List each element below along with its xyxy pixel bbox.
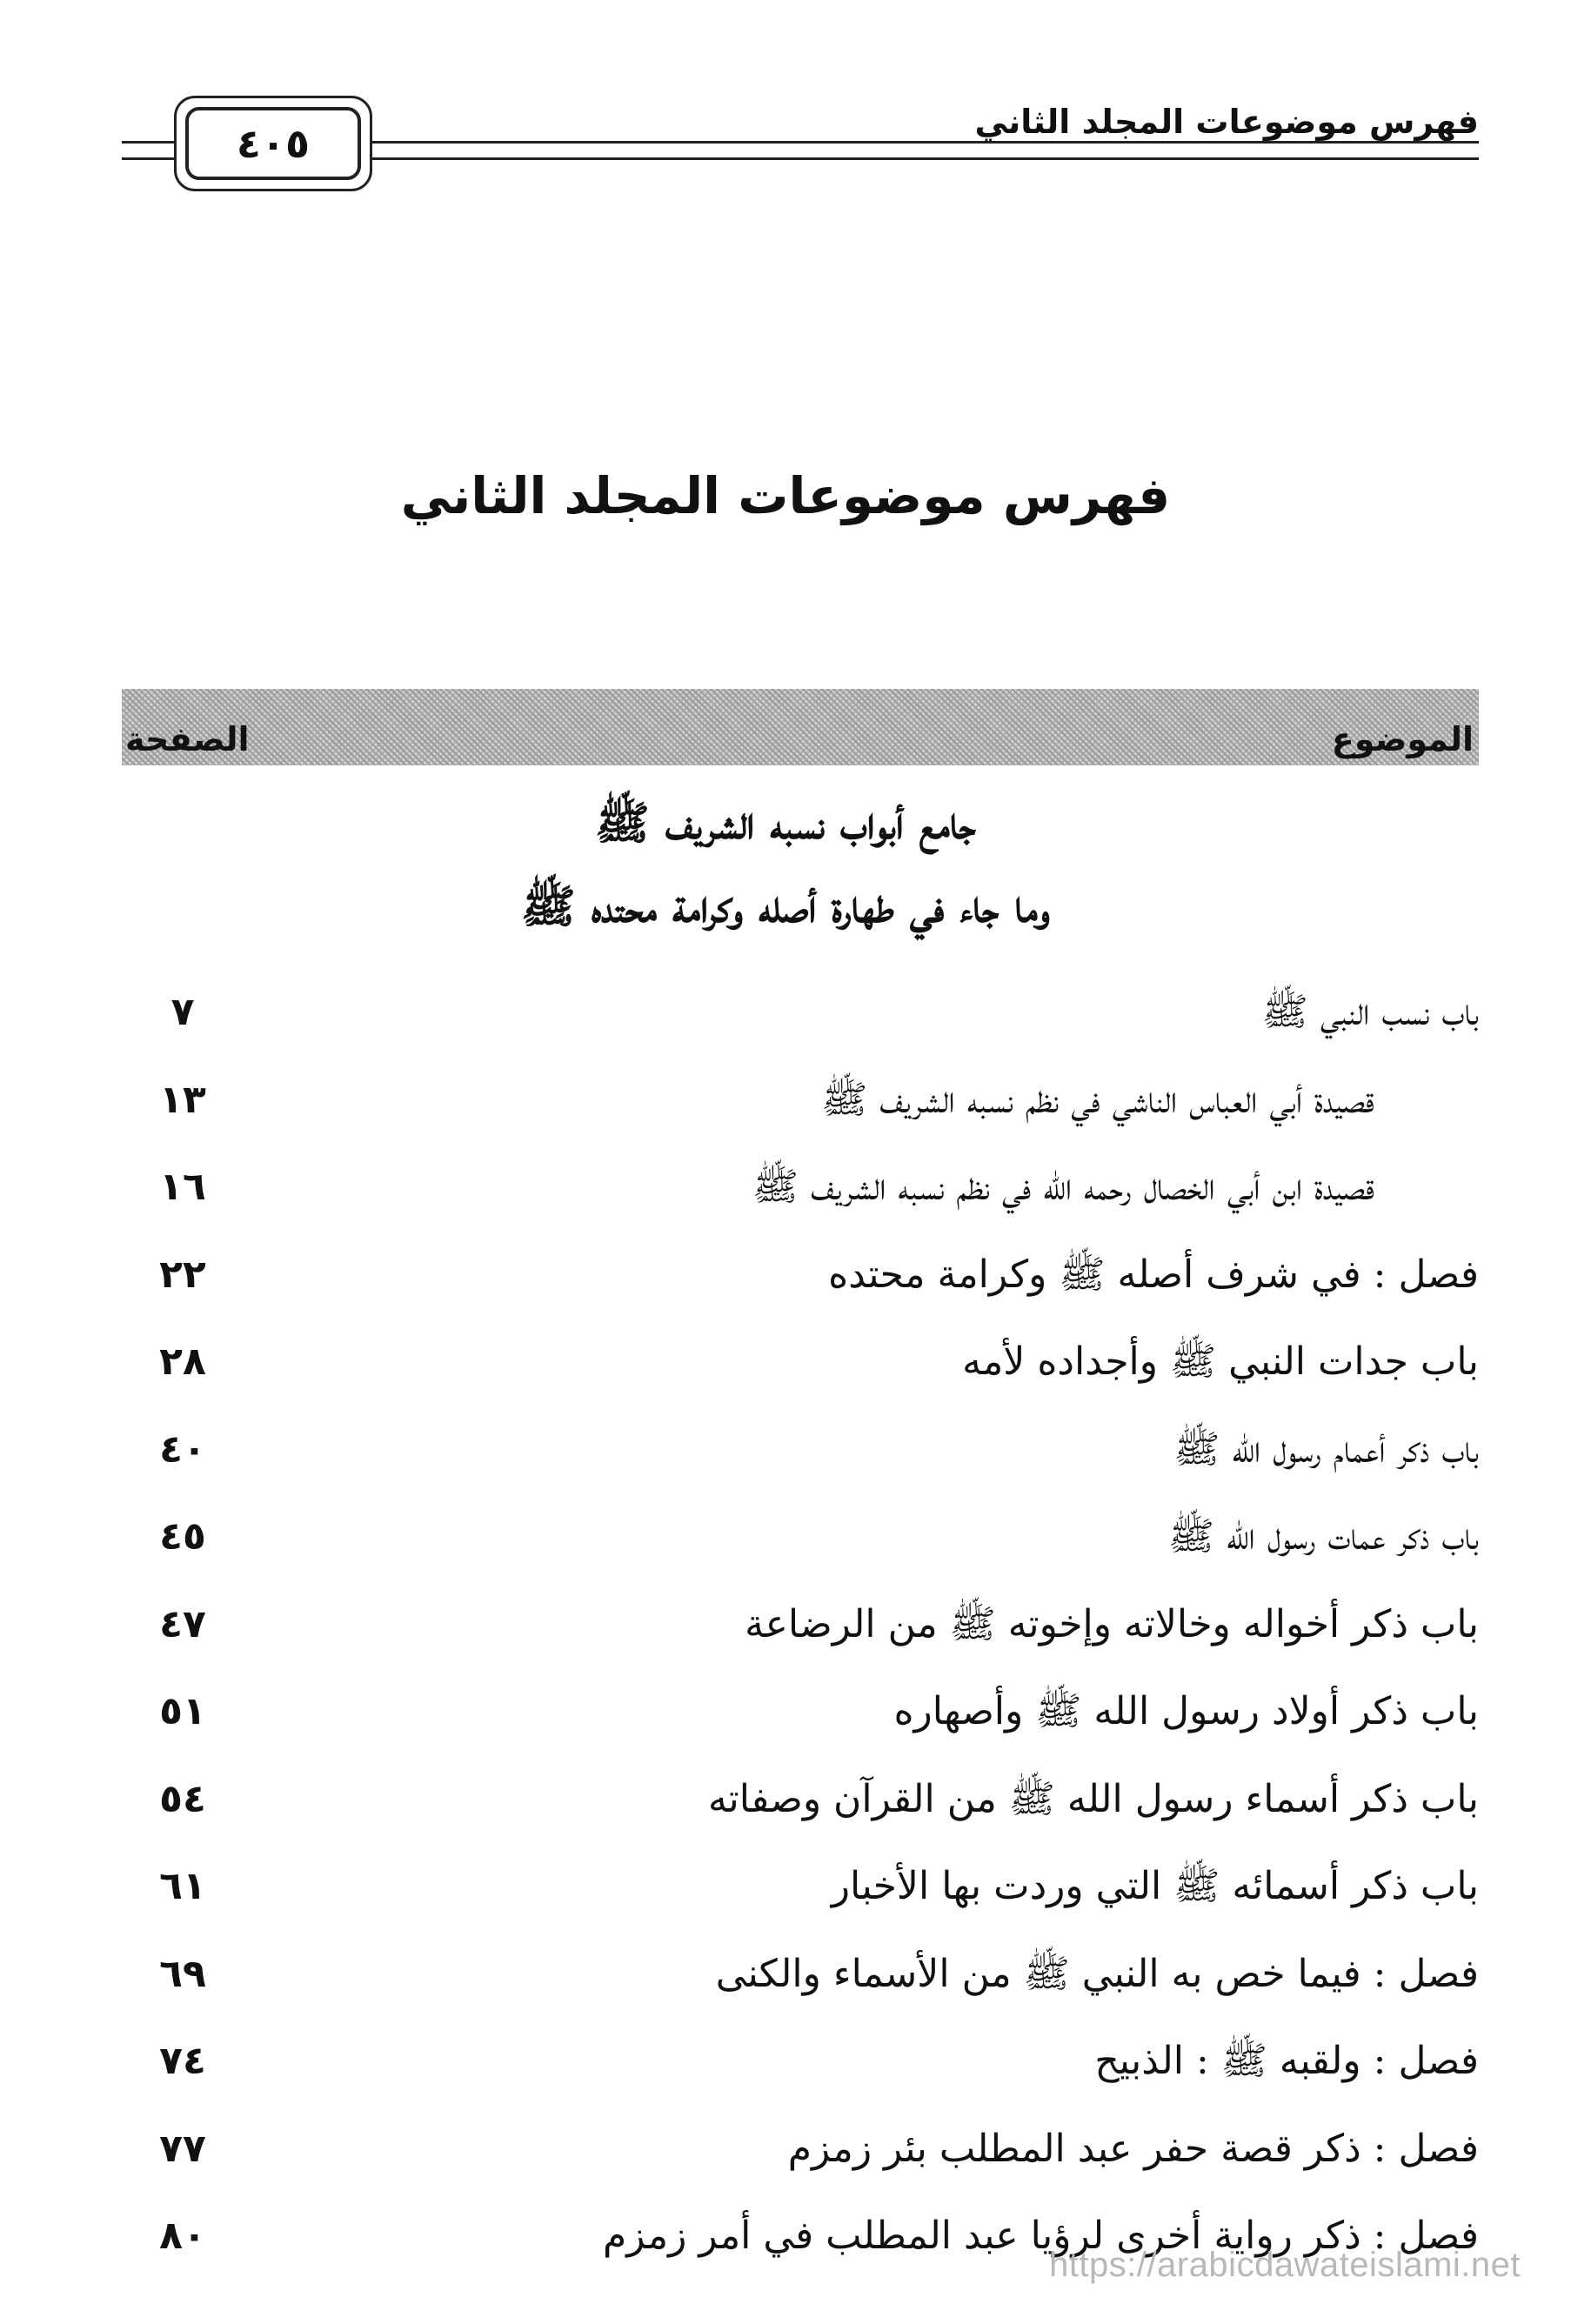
toc-entry-page: ٨٠: [159, 2214, 206, 2258]
toc-entry-page: ٦١: [159, 1864, 206, 1908]
toc-entry-title: فصل : ولقبه ﷺ : الذبيح: [1094, 2039, 1479, 2083]
page-number-frame: [174, 96, 372, 191]
toc-entry: [122, 1943, 1479, 2031]
toc-entry-page: ٦٩: [159, 1951, 206, 1996]
toc-entry: [122, 981, 1479, 1069]
toc-entry-title: باب ذكر أخواله وخالاته وإخوته ﷺ من الرضاعة: [745, 1601, 1479, 1646]
toc-entry-title: باب ذكر أسمائه ﷺ التي وردت بها الأخبار: [831, 1864, 1479, 1908]
toc-entry-page: ٥١: [159, 1689, 206, 1733]
toc-entry: [122, 1506, 1479, 1593]
toc-entry: [122, 1768, 1479, 1856]
page-number: ٤٠٥: [185, 107, 361, 180]
column-header-bar: [122, 689, 1479, 765]
toc-entry-page: ٤٥: [159, 1514, 206, 1559]
toc-entry: [122, 1680, 1479, 1768]
toc-entry-title: باب ذكر عمات رسول الله ﷺ: [1167, 1514, 1479, 1559]
toc-entry-page: ٥٤: [159, 1776, 206, 1821]
toc-entry-page: ٤٧: [159, 1601, 206, 1646]
toc-entry-title: فصل : ذكر قصة حفر عبد المطلب بئر زمزم: [787, 2126, 1479, 2171]
toc-entry-page: ١٦: [159, 1165, 206, 1209]
toc-entry-title: قصيدة ابن أبي الخصال رحمه الله في نظم نسبه الشريف ﷺ: [752, 1165, 1374, 1209]
toc-entry-title: فصل : في شرف أصله ﷺ وكرامة محتده: [828, 1252, 1479, 1297]
toc-entry-title: باب ذكر أولاد رسول الله ﷺ وأصهاره: [893, 1689, 1479, 1733]
toc-entry-title: باب نسب النبي ﷺ: [1261, 990, 1479, 1034]
toc-entry: [122, 1593, 1479, 1681]
toc-entry: [122, 1244, 1479, 1332]
toc-entry: [122, 1156, 1479, 1244]
toc-entry-title: باب ذكر أسماء رسول الله ﷺ من القرآن وصفاته: [707, 1776, 1479, 1821]
toc-entry-page: ١٣: [159, 1077, 206, 1122]
toc-entry-title: قصيدة أبي العباس الناشي في نظم نسبه الشريف ﷺ: [821, 1077, 1374, 1122]
section-heading-line2: وما جاء في طهارة أصله وكرامة محتده ﷺ: [521, 880, 1050, 933]
running-header: [122, 87, 1479, 209]
section-heading-line1: جامع أبواب نسبه الشريف ﷺ: [594, 797, 977, 850]
toc-entry-title: باب ذكر أعمام رسول الله ﷺ: [1173, 1426, 1479, 1472]
toc-entry-page: ٧: [170, 990, 195, 1034]
toc-entry-page: ٢٨: [159, 1339, 206, 1384]
column-header-page: الصفحة: [125, 720, 250, 758]
column-header-topic: الموضوع: [1331, 720, 1474, 758]
toc-entry-page: ٢٢: [159, 1252, 206, 1297]
toc-entry-title: فصل : فيما خص به النبي ﷺ من الأسماء والكنى: [715, 1951, 1479, 1996]
toc-entry: [122, 1419, 1479, 1506]
toc-entry-page: ٧٧: [159, 2126, 206, 2171]
toc-entry: [122, 2030, 1479, 2118]
toc-entry: [122, 2118, 1479, 2206]
toc-list: [122, 981, 1479, 2293]
toc-entry-title: باب جدات النبي ﷺ وأجداده لأمه: [962, 1339, 1479, 1384]
running-title: فهرس موضوعات المجلد الثاني: [959, 103, 1479, 141]
main-title: فهرس موضوعات المجلد الثاني: [400, 466, 1171, 525]
watermark-url: https://arabicdawateislami.net: [1049, 2246, 1521, 2284]
toc-entry: [122, 1069, 1479, 1157]
toc-entry-page: ٧٤: [159, 2039, 206, 2083]
toc-entry: [122, 1331, 1479, 1419]
toc-entry: [122, 1855, 1479, 1943]
toc-entry-title: فصل : ذكر رواية أخرى لرؤيا عبد المطلب في أمر زمزم: [603, 2214, 1479, 2258]
toc-entry-page: ٤٠: [159, 1426, 206, 1472]
